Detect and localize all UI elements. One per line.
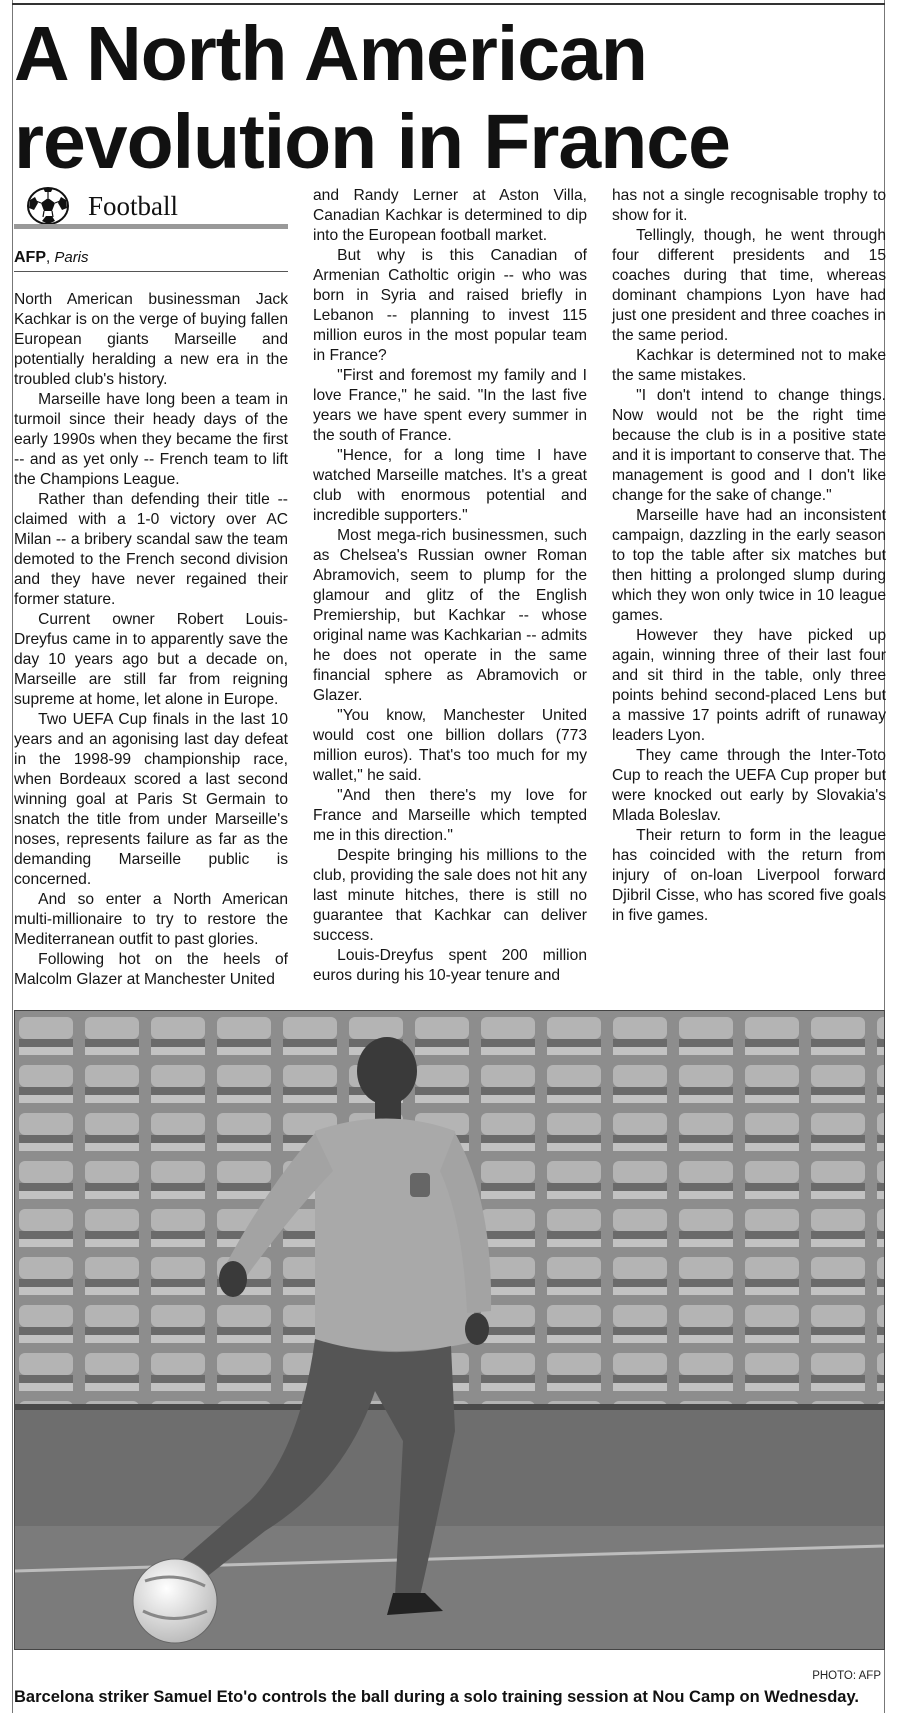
paragraph: However they have picked up again, winning three of their last four and sit third in the table, only three points behind second-placed Lens but a massive 17 points adrift of runaway leaders Lyon. — [612, 627, 886, 744]
byline-place: Paris — [54, 249, 89, 266]
photo-credit: PHOTO: AFP — [812, 1670, 881, 1682]
paragraph: "Hence, for a long time I have watched Marseille matches. It's a great club with enormous potential and incredible supporters." — [313, 447, 587, 524]
article-column-3 — [612, 186, 886, 926]
paragraph: Kachkar is determined not to make the same mistakes. — [612, 347, 886, 384]
paragraph: North American businessman Jack Kachkar is on the verge of buying fallen European giants Marseille and potentially heralding a new era in the troubled club's history. — [14, 291, 288, 388]
byline-rule — [14, 271, 288, 272]
top-rule — [12, 3, 885, 5]
paragraph: Most mega-rich businessmen, such as Chelsea's Russian owner Roman Abramovich, seem to plump for the glamour and glitz of the English Premiership, but Kachkar -- whose original name was Kachkarian -- admits he does not operate in the same financial sphere as Abramovich or Glazer. — [313, 527, 587, 704]
photo-caption: Barcelona striker Samuel Eto'o controls the ball during a solo training session at Nou Camp on Wednesday. — [14, 1688, 859, 1706]
paragraph: Despite bringing his millions to the club, providing the sale does not hit any last minute hitches, there is still no guarantee that Kachkar can deliver success. — [313, 847, 587, 944]
paragraph: Their return to form in the league has coincided with the return from injury of on-loan Liverpool forward Djibril Cisse, who has scored five goals in five games. — [612, 827, 886, 924]
paragraph: Rather than defending their title -- claimed with a 1-0 victory over AC Milan -- a bribery scandal saw the team demoted to the French second division and they have never regained their former stature. — [14, 491, 288, 608]
byline: AFP, Paris — [14, 249, 89, 266]
paragraph: Louis-Dreyfus spent 200 million euros during his 10-year tenure and — [313, 947, 587, 984]
headline: A North American revolution in France — [14, 11, 730, 185]
paragraph: Following hot on the heels of Malcolm Glazer at Manchester United — [14, 951, 288, 988]
paragraph: Tellingly, though, he went through four different presidents and 15 coaches during that time, whereas dominant champions Lyon have had just one president and three coaches in the same period. — [612, 227, 886, 344]
section-rule — [14, 224, 288, 229]
paragraph: And so enter a North American multi-millionaire to try to restore the Mediterranean outfit to past glories. — [14, 891, 288, 948]
paragraph: "I don't intend to change things. Now would not be the right time because the club is in a positive state and it is important to conserve that. The management is good and I don't like change for the sake of change." — [612, 387, 886, 504]
news-photo — [14, 1010, 885, 1650]
paragraph: Current owner Robert Louis-Dreyfus came in to apparently save the day 10 years ago but a decade on, Marseille are still far from reigning supreme at home, let alone in Europe. — [14, 611, 288, 708]
paragraph: Two UEFA Cup finals in the last 10 years and an agonising last day defeat in the 1998-99 championship race, when Bordeaux scored a last second winning goal at Paris St Germain to snatch the title from under Marseille's noses, represents failure as far as the demanding Marseille public is concerned. — [14, 711, 288, 888]
paragraph: "First and foremost my family and I love France," he said. "In the last five years we have spent every summer in the south of France. — [313, 367, 587, 444]
paragraph: has not a single recognisable trophy to show for it. — [612, 187, 886, 224]
photo-illustration — [15, 1011, 885, 1650]
paragraph: "You know, Manchester United would cost one billion dollars (773 million euros). That's too much for my wallet," he said. — [313, 707, 587, 784]
paragraph: "And then there's my love for France and Marseille which tempted me in this direction." — [313, 787, 587, 844]
paragraph: But why is this Canadian of Armenian Catholtic origin -- who was born in Syria and raised briefly in Lebanon -- planning to invest 115 million euros in the most popular team in France? — [313, 247, 587, 364]
paragraph: Marseille have had an inconsistent campaign, dazzling in the early season to top the table after six matches but then hitting a prolonged slump during which they won only twice in 10 league games. — [612, 507, 886, 624]
football-icon — [26, 186, 70, 226]
article-column-1 — [14, 290, 288, 990]
paragraph: and Randy Lerner at Aston Villa, Canadian Kachkar is determined to dip into the European football market. — [313, 187, 587, 244]
paragraph: They came through the Inter-Toto Cup to reach the UEFA Cup proper but were knocked out early by Slovakia's Mlada Boleslav. — [612, 747, 886, 824]
section-label: Football — [88, 191, 179, 221]
paragraph: Marseille have long been a team in turmoil since their heady days of the early 1990s when they became the first -- and as yet only -- French team to lift the Champions League. — [14, 391, 288, 488]
article-column-2 — [313, 186, 587, 986]
byline-agency: AFP — [14, 249, 46, 266]
